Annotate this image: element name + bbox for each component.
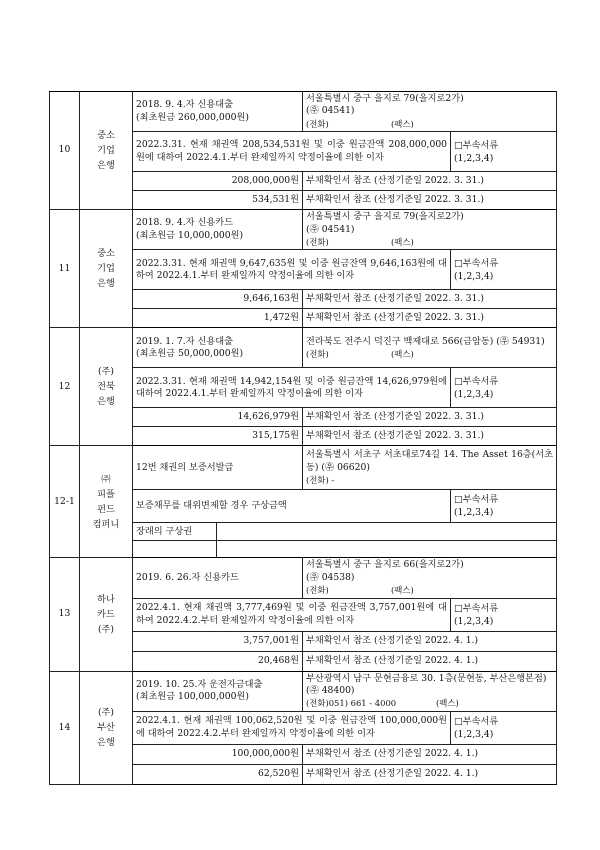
attachments: □부속서류 (1,2,3,4): [451, 490, 557, 523]
creditor-address: 서울특별시 중구 을지로 79(을지로2가) (㉾ 04541) (전화) (팩스): [303, 92, 557, 132]
principal-amount: 100,000,000원: [133, 744, 303, 764]
future-claim: 장래의 구상권: [133, 523, 217, 541]
creditor-table: [49, 91, 557, 785]
attachments: □부속서류 (1,2,3,4): [451, 598, 557, 631]
attachments: □부속서류 (1,2,3,4): [451, 132, 557, 172]
creditor-name: (주) 전북 은행: [80, 328, 133, 446]
loan-description: 2018. 9. 4.자 신용카드 (최초원금 10,000,000원): [133, 210, 303, 250]
interest-reference: 부채확인서 참조 (산정기준일 2022. 3. 31.): [303, 309, 557, 328]
principal-reference: 부채확인서 참조 (산정기준일 2022. 4. 1.): [303, 631, 557, 651]
loan-description: 2019. 1. 7.자 신용대출 (최초원금 50,000,000원): [133, 328, 303, 368]
creditor-address: 전라북도 전주시 덕진구 백제대로 566(금암동) (㉾ 54931) (전화) (팩스): [303, 328, 557, 368]
creditor-14-row-header: [50, 671, 557, 711]
principal-reference: 부채확인서 참조 (산정기준일 2022. 3. 31.): [303, 172, 557, 191]
interest-reference: 부채확인서 참조 (산정기준일 2022. 4. 1.): [303, 764, 557, 784]
interest-amount: 20,468원: [133, 651, 303, 671]
principal-amount: 208,000,000원: [133, 172, 303, 191]
blank-cell: [217, 541, 557, 558]
attachments: □부속서류 (1,2,3,4): [451, 711, 557, 744]
creditor-number: 12: [50, 328, 80, 446]
loan-description: 12번 채권의 보증서발급: [133, 446, 303, 490]
principal-amount: 3,757,001원: [133, 631, 303, 651]
interest-amount: 534,531원: [133, 191, 303, 210]
claim-detail: 2022.3.31. 현재 채권액 9,647,635원 및 이중 원금잔액 9,646,163원에 대하여 2022.4.1.부터 완제일까지 약정이율에 의한 이자: [133, 250, 451, 290]
creditor-number: 14: [50, 671, 80, 784]
creditor-number: 11: [50, 210, 80, 328]
claim-detail: 2022.3.31. 현재 채권액 208,534,531원 및 이중 원금잔액 208,000,000원에 대하여 2022.4.1.부터 완제일까지 약정이율에 의한 이자: [133, 132, 451, 172]
future-claim-blank: [217, 523, 557, 541]
creditor-name: 중소 기업 은행: [80, 210, 133, 328]
creditor-number: 10: [50, 92, 80, 210]
creditor-address: 서울특별시 중구 을지로 79(을지로2가) (㉾ 04541) (전화) (팩스): [303, 210, 557, 250]
creditor-name: 중소 기업 은행: [80, 92, 133, 210]
creditor-name: ㈜ 피플 펀드 컴퍼니: [80, 446, 133, 558]
creditor-11-row-header: [50, 210, 557, 250]
interest-amount: 1,472원: [133, 309, 303, 328]
principal-reference: 부채확인서 참조 (산정기준일 2022. 3. 31.): [303, 290, 557, 309]
creditor-number: 13: [50, 558, 80, 671]
loan-description: 2018. 9. 4.자 신용대출 (최초원금 260,000,000원): [133, 92, 303, 132]
principal-amount: 14,626,979원: [133, 408, 303, 427]
claim-detail: 보증채무를 대위변제할 경우 구상금액: [133, 490, 451, 523]
creditor-name: (주) 부산 은행: [80, 671, 133, 784]
principal-reference: 부채확인서 참조 (산정기준일 2022. 4. 1.): [303, 744, 557, 764]
guarantor-row-header: [50, 446, 557, 490]
claim-detail: 2022.4.1. 현재 채권액 100,062,520원 및 이중 원금잔액 100,000,000원에 대하여 2022.4.2.부터 완제일까지 약정이율에 의한 이자: [133, 711, 451, 744]
claim-detail: 2022.3.31. 현재 채권액 14,942,154원 및 이중 원금잔액 14,626,979원에 대하여 2022.4.1.부터 완제일까지 약정이율에 의한 이자: [133, 368, 451, 408]
creditor-address: 서울특별시 서초구 서초대로74길 14. The Asset 16층(서초동) (㉾ 06620) (전화) -: [303, 446, 557, 490]
interest-amount: 62,520원: [133, 764, 303, 784]
attachments: □부속서류 (1,2,3,4): [451, 250, 557, 290]
principal-reference: 부채확인서 참조 (산정기준일 2022. 3. 31.): [303, 408, 557, 427]
interest-amount: 315,175원: [133, 427, 303, 446]
blank-cell: [133, 541, 217, 558]
interest-reference: 부채확인서 참조 (산정기준일 2022. 3. 31.): [303, 191, 557, 210]
creditor-address: 부산광역시 남구 문현금융로 30. 1층(문현동, 부산은행본점) (㉾ 48400) (전화)051) 661 - 4000 (팩스): [303, 671, 557, 711]
attachments: □부속서류 (1,2,3,4): [451, 368, 557, 408]
creditor-13-row-header: [50, 558, 557, 598]
claim-detail: 2022.4.1. 현재 채권액 3,777,469원 및 이중 원금잔액 3,757,001원에 대하여 2022.4.2.부터 완제일까지 약정이율에 의한 이자: [133, 598, 451, 631]
creditor-12-row-header: [50, 328, 557, 368]
creditor-10-row-header: [50, 92, 557, 132]
loan-description: 2019. 6. 26.자 신용카드: [133, 558, 303, 598]
creditor-address: 서울특별시 중구 을지로 66(을지로2가) (㉾ 04538) (전화) (팩스): [303, 558, 557, 598]
interest-reference: 부채확인서 참조 (산정기준일 2022. 4. 1.): [303, 651, 557, 671]
interest-reference: 부채확인서 참조 (산정기준일 2022. 3. 31.): [303, 427, 557, 446]
creditor-number: 12-1: [50, 446, 80, 558]
loan-description: 2019. 10. 25.자 운전자금대출 (최초원금 100,000,000원): [133, 671, 303, 711]
creditor-name: 하나 카드 (주): [80, 558, 133, 671]
principal-amount: 9,646,163원: [133, 290, 303, 309]
